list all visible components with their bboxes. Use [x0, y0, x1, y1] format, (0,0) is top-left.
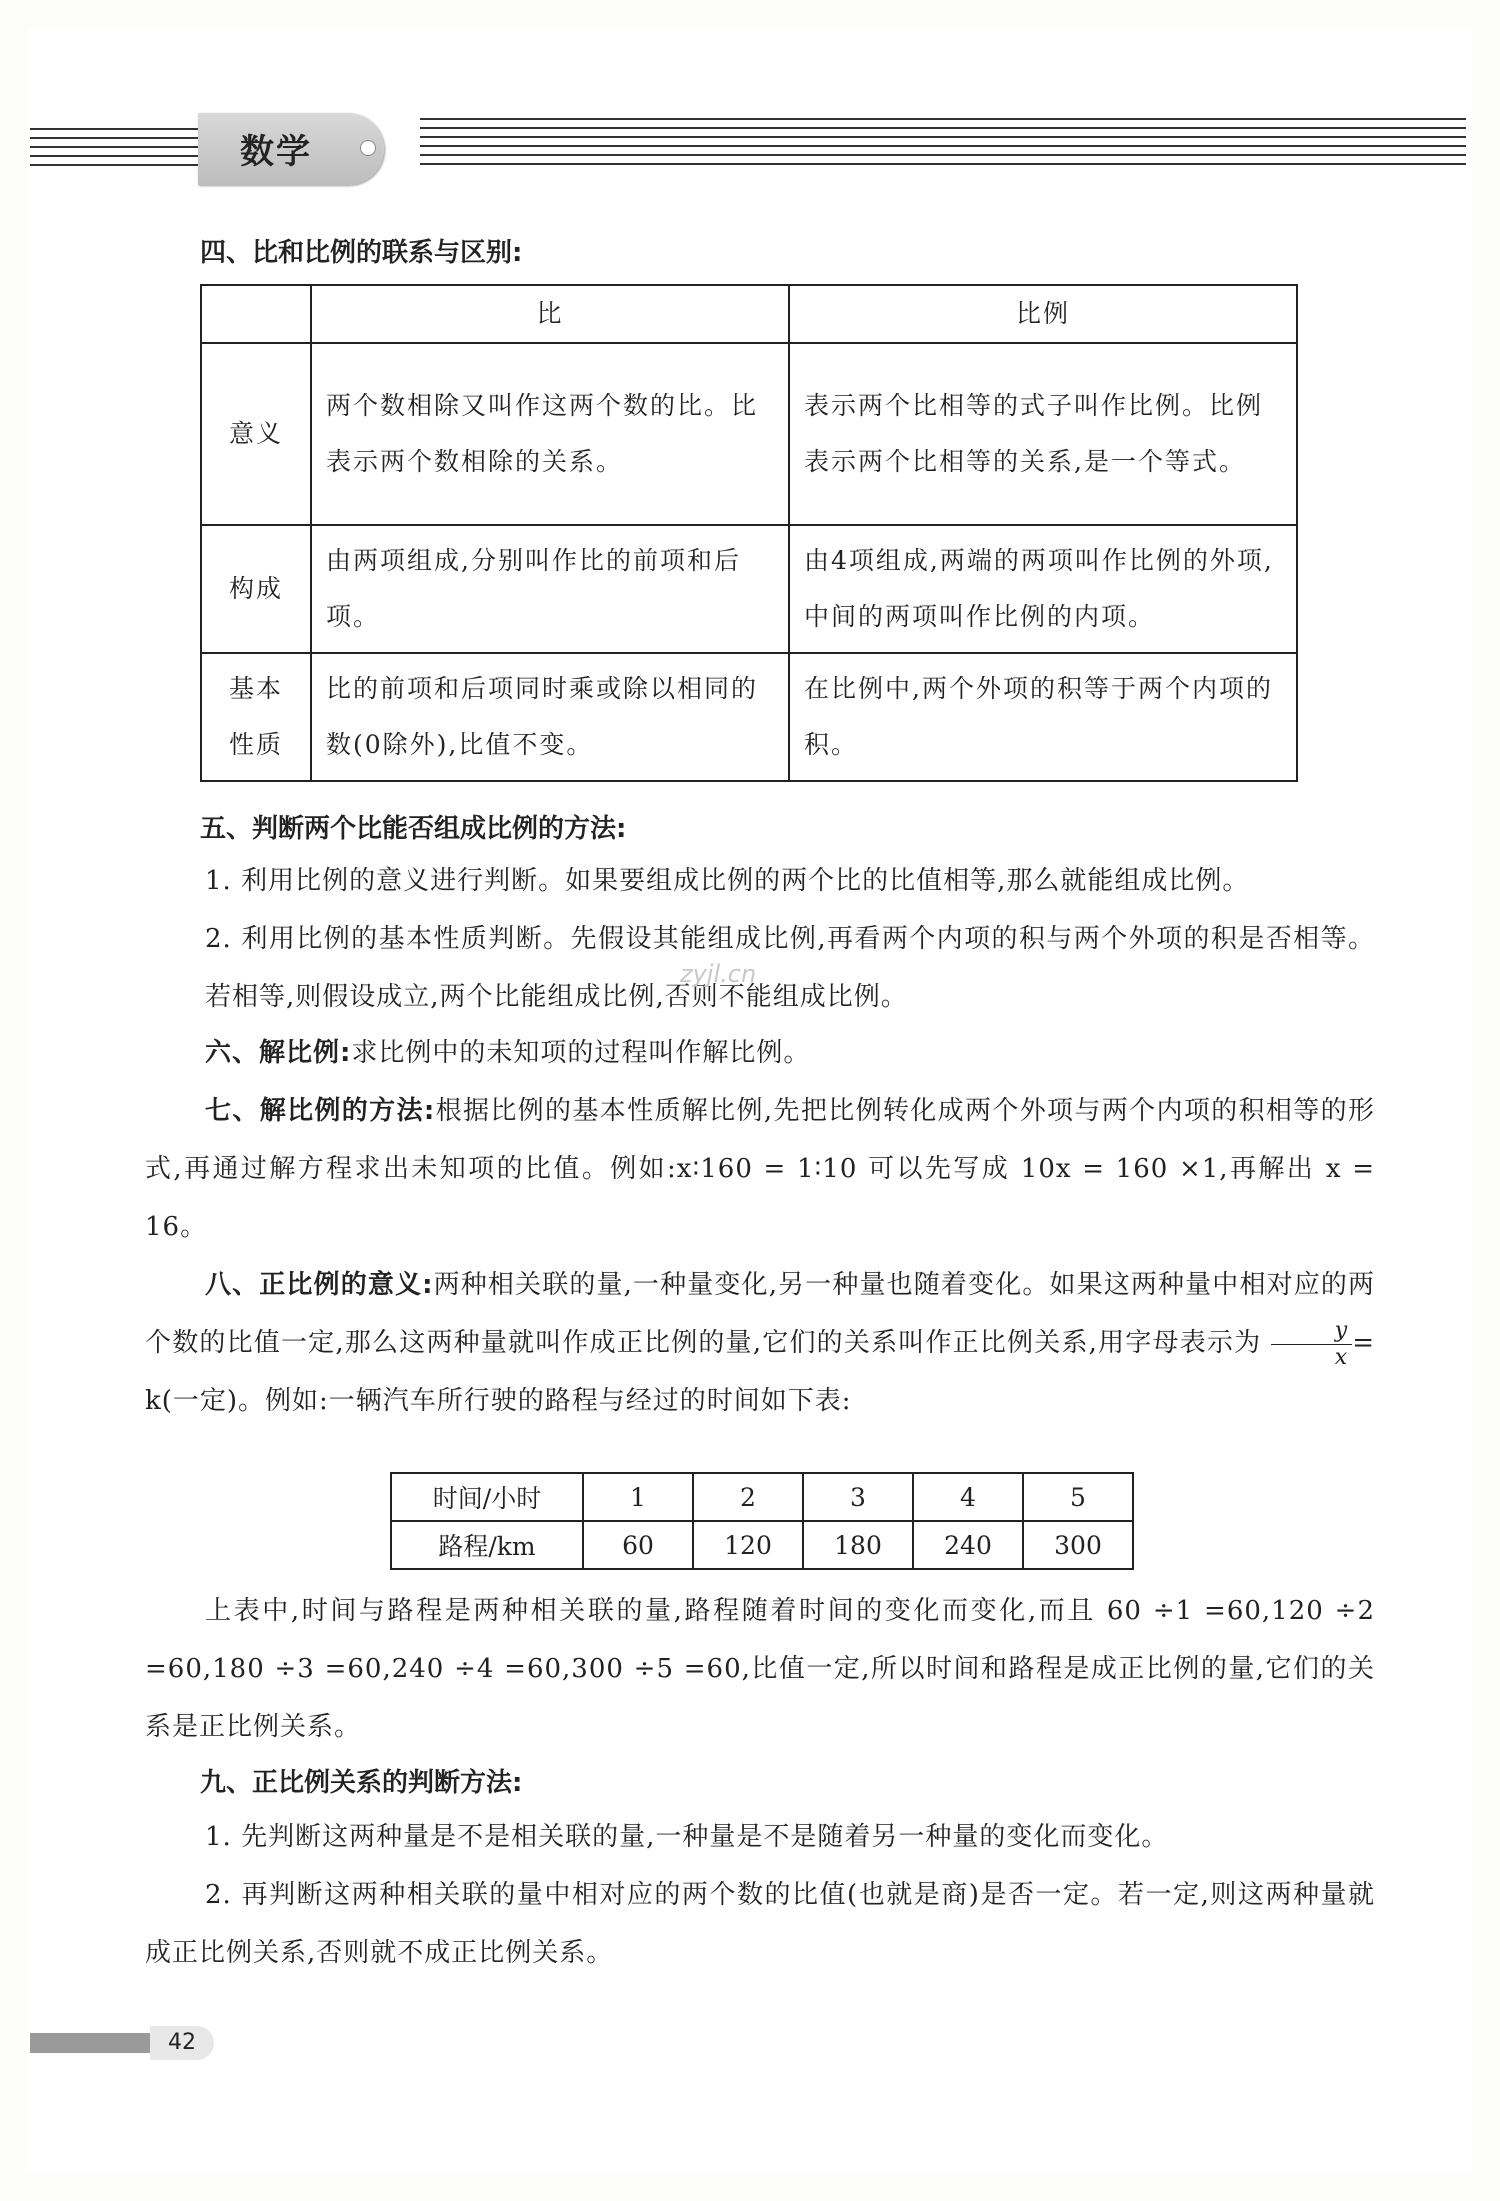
section5-point1: 1. 利用比例的意义进行判断。如果要组成比例的两个比的比值相等,那么就能组成比例。: [205, 866, 1250, 896]
section7-paragraph: [145, 1082, 1375, 1256]
time-distance-table: [390, 1472, 1134, 1570]
table-row: [391, 1521, 1133, 1569]
comparison-table: [200, 284, 1298, 782]
table-row: [201, 285, 1297, 343]
distance-cell: 300: [1023, 1521, 1133, 1569]
page-number: 42: [150, 2026, 214, 2060]
footer-bar: [30, 2033, 150, 2053]
table-row: [201, 343, 1297, 525]
row-header-time: 时间/小时: [391, 1473, 583, 1521]
table-row: [201, 525, 1297, 653]
table-row: [391, 1473, 1133, 1521]
fraction-y-over-x: $\frac{y}{x}$: [1271, 1318, 1352, 1371]
row-header-distance: 路程/km: [391, 1521, 583, 1569]
section8-title: 八、正比例的意义:: [205, 1270, 434, 1300]
proportion-cell: 由4项组成,两端的两项叫作比例的外项,中间的两项叫作比例的内项。: [789, 525, 1297, 653]
time-cell: 5: [1023, 1473, 1133, 1521]
section7-text: 根据比例的基本性质解比例,先把比例转化成两个外项与两个内项的积相等的形式,再通过解方程求出未知项的比值。例如:x∶160 = 1∶10 可以先写成 10x = 160 ×1,再解出 x = 16。: [145, 1096, 1375, 1242]
time-cell: 1: [583, 1473, 693, 1521]
subject-title: 数学: [240, 132, 312, 172]
section8-text2: = k(一定)。例如:一辆汽车所行驶的路程与经过的时间如下表:: [145, 1328, 1376, 1416]
ratio-cell: 两个数相除又叫作这两个数的比。比表示两个数相除的关系。: [311, 343, 789, 525]
proportion-cell: 在比例中,两个外项的积等于两个内项的积。: [789, 653, 1297, 781]
section8-text: 两种相关联的量,一种量变化,另一种量也随着变化。如果这两种量中相对应的两个数的比值一定,那么这两种量就叫作成正比例的量,它们的关系叫作正比例关系,用字母表示为: [145, 1270, 1375, 1358]
section4-heading: 四、比和比例的联系与区别:: [200, 238, 523, 268]
section8-explanation: 上表中,时间与路程是两种相关联的量,路程随着时间的变化而变化,而且 60 ÷1 =60,120 ÷2 =60,180 ÷3 =60,240 ÷4 =60,300 ÷5 =60,比值一定,所以时间和路程是成正比例的量,它们的关系是正比例关系。: [145, 1596, 1375, 1742]
time-cell: 2: [693, 1473, 803, 1521]
col-header-ratio: 比: [311, 285, 789, 343]
distance-cell: 120: [693, 1521, 803, 1569]
section6-title: 六、解比例:: [205, 1038, 352, 1068]
watermark: zyjl.cn: [680, 960, 757, 988]
section6-paragraph: [145, 1024, 1375, 1082]
time-cell: 3: [803, 1473, 913, 1521]
header-rule-right: [420, 118, 1466, 170]
table-corner-cell: [201, 285, 311, 343]
proportion-cell: 表示两个比相等的式子叫作比例。比例表示两个比相等的关系,是一个等式。: [789, 343, 1297, 525]
section6-text: 求比例中的未知项的过程叫作解比例。: [351, 1038, 811, 1068]
distance-cell: 60: [583, 1521, 693, 1569]
row-label: 意义: [201, 343, 311, 525]
tab-dot-icon: [360, 140, 376, 156]
section9-point1: 1. 先判断这两种量是不是相关联的量,一种量是不是随着另一种量的变化而变化。: [205, 1822, 1169, 1852]
col-header-proportion: 比例: [789, 285, 1297, 343]
distance-cell: 240: [913, 1521, 1023, 1569]
distance-cell: 180: [803, 1521, 913, 1569]
ratio-cell: 比的前项和后项同时乘或除以相同的数(0除外),比值不变。: [311, 653, 789, 781]
section7-title: 七、解比例的方法:: [205, 1096, 436, 1126]
table-row: [201, 653, 1297, 781]
section8-paragraph: [145, 1256, 1375, 1430]
ratio-cell: 由两项组成,分别叫作比的前项和后项。: [311, 525, 789, 653]
row-label: 基本性质: [201, 653, 311, 781]
section9-point2: 2. 再判断这两种相关联的量中相对应的两个数的比值(也就是商)是否一定。若一定,则这两种量就成正比例关系,否则就不成正比例关系。: [145, 1880, 1375, 1968]
section5-point2: 2. 利用比例的基本性质判断。先假设其能组成比例,再看两个内项的积与两个外项的积是否相等。若相等,则假设成立,两个比能组成比例,否则不能组成比例。: [205, 924, 1375, 1012]
row-label: 构成: [201, 525, 311, 653]
section9-heading: 九、正比例关系的判断方法:: [200, 1768, 523, 1798]
header-rule-left: [30, 128, 200, 180]
section5-heading: 五、判断两个比能否组成比例的方法:: [200, 814, 627, 844]
time-cell: 4: [913, 1473, 1023, 1521]
